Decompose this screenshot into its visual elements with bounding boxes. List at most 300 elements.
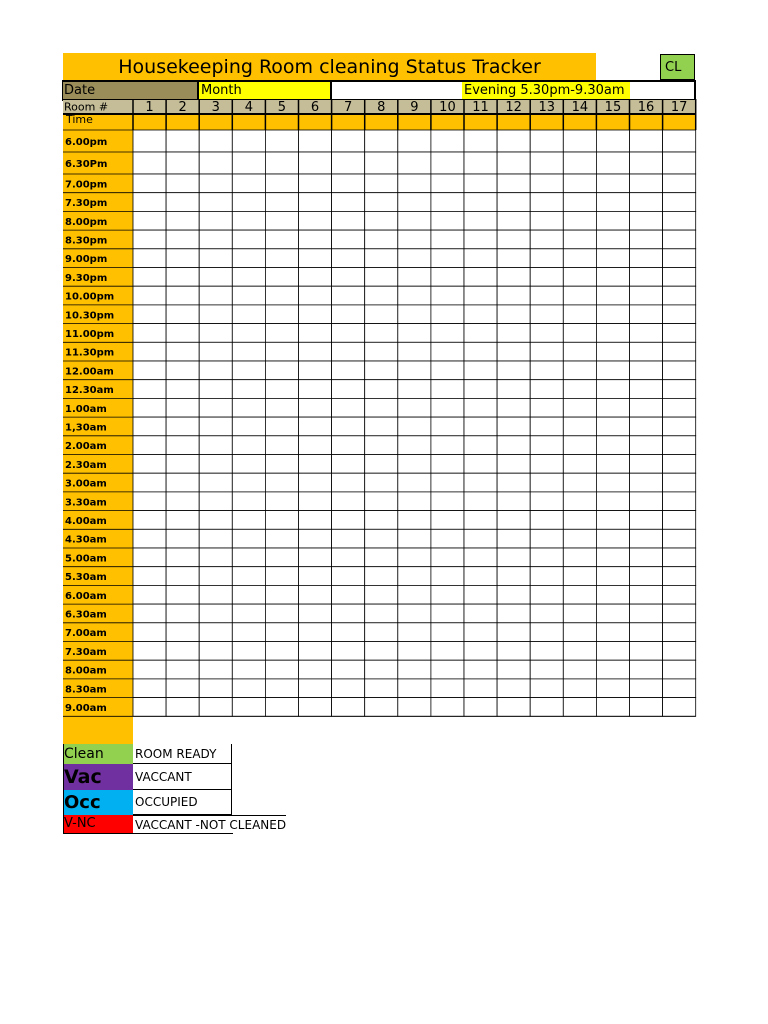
grid-cell[interactable] [133,511,166,530]
grid-cell[interactable] [332,548,365,567]
grid-cell[interactable] [232,660,265,679]
grid-cell[interactable] [166,286,199,305]
grid-cell[interactable] [563,529,596,548]
grid-cell[interactable] [332,130,365,152]
grid-cell[interactable] [265,436,298,455]
grid-cell[interactable] [166,193,199,212]
grid-cell[interactable] [630,398,663,417]
grid-cell[interactable] [265,529,298,548]
grid-cell[interactable] [530,548,563,567]
grid-cell[interactable] [431,660,464,679]
grid-cell[interactable] [133,642,166,661]
grid-cell[interactable] [299,380,332,399]
grid-cell[interactable] [232,679,265,698]
grid-cell[interactable] [332,660,365,679]
grid-cell[interactable] [663,211,696,230]
grid-cell[interactable] [199,361,232,380]
grid-cell[interactable] [663,698,696,717]
grid-cell[interactable] [199,268,232,287]
grid-cell[interactable] [398,604,431,623]
grid-cell[interactable] [265,455,298,474]
grid-cell[interactable] [199,193,232,212]
grid-cell[interactable] [530,174,563,193]
grid-cell[interactable] [663,249,696,268]
grid-cell[interactable] [365,455,398,474]
grid-cell[interactable] [199,567,232,586]
grid-cell[interactable] [431,230,464,249]
grid-cell[interactable] [630,305,663,324]
grid-cell[interactable] [398,174,431,193]
grid-cell[interactable] [464,268,497,287]
grid-cell[interactable] [530,660,563,679]
grid-cell[interactable] [166,623,199,642]
grid-cell[interactable] [563,211,596,230]
grid-cell[interactable] [663,286,696,305]
grid-cell[interactable] [365,660,398,679]
grid-cell[interactable] [398,152,431,174]
grid-cell[interactable] [398,211,431,230]
grid-cell[interactable] [166,492,199,511]
grid-cell[interactable] [265,511,298,530]
grid-cell[interactable] [133,417,166,436]
grid-cell[interactable] [497,585,530,604]
grid-cell[interactable] [133,492,166,511]
grid-cell[interactable] [133,174,166,193]
grid-cell[interactable] [332,604,365,623]
grid-cell[interactable] [398,567,431,586]
grid-cell[interactable] [332,305,365,324]
grid-cell[interactable] [365,585,398,604]
grid-cell[interactable] [398,230,431,249]
grid-cell[interactable] [431,567,464,586]
grid-cell[interactable] [332,268,365,287]
grid-cell[interactable] [332,398,365,417]
grid-cell[interactable] [596,193,629,212]
grid-cell[interactable] [332,679,365,698]
grid-cell[interactable] [663,492,696,511]
grid-cell[interactable] [232,417,265,436]
grid-cell[interactable] [299,660,332,679]
grid-cell[interactable] [398,342,431,361]
grid-cell[interactable] [464,286,497,305]
grid-cell[interactable] [563,492,596,511]
grid-cell[interactable] [365,268,398,287]
grid-cell[interactable] [630,642,663,661]
grid-cell[interactable] [663,324,696,343]
grid-cell[interactable] [199,511,232,530]
grid-cell[interactable] [299,548,332,567]
grid-cell[interactable] [663,511,696,530]
grid-cell[interactable] [630,567,663,586]
grid-cell[interactable] [497,567,530,586]
grid-cell[interactable] [530,152,563,174]
grid-cell[interactable] [398,398,431,417]
grid-cell[interactable] [365,642,398,661]
grid-cell[interactable] [398,529,431,548]
grid-cell[interactable] [398,679,431,698]
grid-cell[interactable] [299,642,332,661]
grid-cell[interactable] [530,342,563,361]
grid-cell[interactable] [596,342,629,361]
grid-cell[interactable] [232,548,265,567]
grid-cell[interactable] [563,473,596,492]
grid-cell[interactable] [232,473,265,492]
grid-cell[interactable] [133,473,166,492]
grid-cell[interactable] [265,604,298,623]
grid-cell[interactable] [663,342,696,361]
grid-cell[interactable] [630,473,663,492]
grid-cell[interactable] [166,417,199,436]
grid-cell[interactable] [166,268,199,287]
grid-cell[interactable] [596,548,629,567]
grid-cell[interactable] [431,152,464,174]
grid-cell[interactable] [332,324,365,343]
grid-cell[interactable] [232,436,265,455]
grid-cell[interactable] [232,324,265,343]
grid-cell[interactable] [630,492,663,511]
grid-cell[interactable] [663,455,696,474]
grid-cell[interactable] [166,529,199,548]
grid-cell[interactable] [464,305,497,324]
grid-cell[interactable] [530,492,563,511]
grid-cell[interactable] [133,548,166,567]
grid-cell[interactable] [299,417,332,436]
grid-cell[interactable] [199,642,232,661]
grid-cell[interactable] [133,660,166,679]
grid-cell[interactable] [265,417,298,436]
grid-cell[interactable] [563,642,596,661]
grid-cell[interactable] [199,211,232,230]
grid-cell[interactable] [299,623,332,642]
grid-cell[interactable] [497,361,530,380]
grid-cell[interactable] [232,286,265,305]
grid-cell[interactable] [265,380,298,399]
grid-cell[interactable] [563,604,596,623]
grid-cell[interactable] [663,679,696,698]
grid-cell[interactable] [265,268,298,287]
grid-cell[interactable] [530,417,563,436]
grid-cell[interactable] [398,623,431,642]
grid-cell[interactable] [299,679,332,698]
grid-cell[interactable] [431,417,464,436]
grid-cell[interactable] [133,230,166,249]
grid-cell[interactable] [133,193,166,212]
grid-cell[interactable] [464,698,497,717]
grid-cell[interactable] [133,455,166,474]
grid-cell[interactable] [464,567,497,586]
grid-cell[interactable] [464,398,497,417]
grid-cell[interactable] [332,361,365,380]
grid-cell[interactable] [199,152,232,174]
grid-cell[interactable] [299,305,332,324]
grid-cell[interactable] [464,417,497,436]
grid-cell[interactable] [596,380,629,399]
grid-cell[interactable] [166,398,199,417]
grid-cell[interactable] [663,152,696,174]
grid-cell[interactable] [630,230,663,249]
grid-cell[interactable] [232,380,265,399]
grid-cell[interactable] [299,455,332,474]
grid-cell[interactable] [563,455,596,474]
grid-cell[interactable] [166,211,199,230]
grid-cell[interactable] [365,230,398,249]
grid-cell[interactable] [199,324,232,343]
grid-cell[interactable] [497,193,530,212]
grid-cell[interactable] [431,642,464,661]
grid-cell[interactable] [133,604,166,623]
grid-cell[interactable] [464,211,497,230]
grid-cell[interactable] [431,174,464,193]
grid-cell[interactable] [398,642,431,661]
grid-cell[interactable] [497,342,530,361]
grid-cell[interactable] [299,174,332,193]
grid-cell[interactable] [431,511,464,530]
grid-cell[interactable] [332,698,365,717]
grid-cell[interactable] [199,548,232,567]
grid-cell[interactable] [596,585,629,604]
grid-cell[interactable] [265,152,298,174]
grid-cell[interactable] [530,361,563,380]
grid-cell[interactable] [299,585,332,604]
grid-cell[interactable] [663,567,696,586]
grid-cell[interactable] [365,211,398,230]
grid-cell[interactable] [265,660,298,679]
grid-cell[interactable] [299,342,332,361]
grid-cell[interactable] [464,642,497,661]
grid-cell[interactable] [596,230,629,249]
grid-cell[interactable] [530,211,563,230]
grid-cell[interactable] [530,698,563,717]
grid-cell[interactable] [431,286,464,305]
grid-cell[interactable] [166,604,199,623]
grid-cell[interactable] [365,417,398,436]
grid-cell[interactable] [166,152,199,174]
grid-cell[interactable] [464,455,497,474]
grid-cell[interactable] [365,529,398,548]
grid-cell[interactable] [332,249,365,268]
grid-cell[interactable] [530,193,563,212]
grid-cell[interactable] [563,305,596,324]
grid-cell[interactable] [497,623,530,642]
grid-cell[interactable] [563,679,596,698]
grid-cell[interactable] [398,473,431,492]
grid-cell[interactable] [563,417,596,436]
month-label[interactable]: Month [197,80,332,101]
grid-cell[interactable] [265,679,298,698]
grid-cell[interactable] [232,492,265,511]
grid-cell[interactable] [530,380,563,399]
grid-cell[interactable] [663,529,696,548]
grid-cell[interactable] [596,286,629,305]
grid-cell[interactable] [431,529,464,548]
grid-cell[interactable] [431,380,464,399]
grid-cell[interactable] [563,567,596,586]
grid-cell[interactable] [133,361,166,380]
grid-cell[interactable] [232,230,265,249]
grid-cell[interactable] [166,548,199,567]
grid-cell[interactable] [630,660,663,679]
grid-cell[interactable] [166,130,199,152]
grid-cell[interactable] [497,698,530,717]
grid-cell[interactable] [199,286,232,305]
grid-cell[interactable] [630,380,663,399]
grid-cell[interactable] [265,230,298,249]
grid-cell[interactable] [563,511,596,530]
grid-cell[interactable] [199,174,232,193]
grid-cell[interactable] [365,305,398,324]
grid-cell[interactable] [563,548,596,567]
grid-cell[interactable] [265,286,298,305]
grid-cell[interactable] [299,511,332,530]
grid-cell[interactable] [630,211,663,230]
grid-cell[interactable] [497,417,530,436]
grid-cell[interactable] [596,268,629,287]
grid-cell[interactable] [497,548,530,567]
grid-cell[interactable] [663,660,696,679]
grid-cell[interactable] [332,417,365,436]
grid-cell[interactable] [232,361,265,380]
grid-cell[interactable] [398,380,431,399]
grid-cell[interactable] [630,436,663,455]
grid-cell[interactable] [530,305,563,324]
grid-cell[interactable] [630,249,663,268]
grid-cell[interactable] [398,268,431,287]
grid-cell[interactable] [133,211,166,230]
grid-cell[interactable] [166,361,199,380]
grid-cell[interactable] [365,361,398,380]
grid-cell[interactable] [265,361,298,380]
grid-cell[interactable] [431,268,464,287]
grid-cell[interactable] [630,548,663,567]
grid-cell[interactable] [563,324,596,343]
grid-cell[interactable] [630,174,663,193]
grid-cell[interactable] [299,230,332,249]
grid-cell[interactable] [497,642,530,661]
grid-cell[interactable] [299,567,332,586]
grid-cell[interactable] [596,455,629,474]
grid-cell[interactable] [630,623,663,642]
grid-cell[interactable] [133,623,166,642]
grid-cell[interactable] [299,130,332,152]
grid-cell[interactable] [133,585,166,604]
grid-cell[interactable] [265,174,298,193]
grid-cell[interactable] [232,604,265,623]
grid-cell[interactable] [596,152,629,174]
grid-cell[interactable] [133,249,166,268]
grid-cell[interactable] [265,130,298,152]
grid-cell[interactable] [199,698,232,717]
grid-cell[interactable] [630,585,663,604]
grid-cell[interactable] [232,130,265,152]
grid-cell[interactable] [232,342,265,361]
grid-cell[interactable] [365,398,398,417]
grid-cell[interactable] [464,529,497,548]
grid-cell[interactable] [464,230,497,249]
grid-cell[interactable] [464,436,497,455]
grid-cell[interactable] [464,342,497,361]
grid-cell[interactable] [265,342,298,361]
grid-cell[interactable] [265,398,298,417]
grid-cell[interactable] [332,380,365,399]
grid-cell[interactable] [365,342,398,361]
grid-cell[interactable] [365,623,398,642]
grid-cell[interactable] [232,511,265,530]
grid-cell[interactable] [232,455,265,474]
grid-cell[interactable] [365,567,398,586]
grid-cell[interactable] [332,529,365,548]
grid-cell[interactable] [365,130,398,152]
grid-cell[interactable] [133,529,166,548]
grid-cell[interactable] [530,585,563,604]
grid-cell[interactable] [199,455,232,474]
grid-cell[interactable] [299,436,332,455]
grid-cell[interactable] [563,380,596,399]
grid-cell[interactable] [299,286,332,305]
grid-cell[interactable] [630,698,663,717]
grid-cell[interactable] [398,130,431,152]
grid-cell[interactable] [464,152,497,174]
grid-cell[interactable] [497,268,530,287]
grid-cell[interactable] [299,211,332,230]
grid-cell[interactable] [596,211,629,230]
grid-cell[interactable] [133,152,166,174]
grid-cell[interactable] [530,130,563,152]
grid-cell[interactable] [431,249,464,268]
grid-cell[interactable] [166,436,199,455]
grid-cell[interactable] [332,623,365,642]
grid-cell[interactable] [530,642,563,661]
grid-cell[interactable] [596,604,629,623]
grid-cell[interactable] [166,698,199,717]
grid-cell[interactable] [199,130,232,152]
grid-cell[interactable] [265,492,298,511]
grid-cell[interactable] [166,380,199,399]
grid-cell[interactable] [232,698,265,717]
grid-cell[interactable] [299,361,332,380]
grid-cell[interactable] [431,398,464,417]
grid-cell[interactable] [199,417,232,436]
grid-cell[interactable] [398,324,431,343]
grid-cell[interactable] [497,305,530,324]
grid-cell[interactable] [199,342,232,361]
grid-cell[interactable] [232,174,265,193]
grid-cell[interactable] [530,455,563,474]
grid-cell[interactable] [497,286,530,305]
grid-cell[interactable] [365,380,398,399]
grid-cell[interactable] [265,193,298,212]
grid-cell[interactable] [365,152,398,174]
grid-cell[interactable] [398,286,431,305]
grid-cell[interactable] [299,398,332,417]
grid-cell[interactable] [133,324,166,343]
grid-cell[interactable] [563,361,596,380]
grid-cell[interactable] [530,398,563,417]
grid-cell[interactable] [630,152,663,174]
grid-cell[interactable] [365,473,398,492]
grid-cell[interactable] [332,342,365,361]
grid-cell[interactable] [464,249,497,268]
grid-cell[interactable] [166,473,199,492]
grid-cell[interactable] [464,174,497,193]
grid-cell[interactable] [497,174,530,193]
grid-cell[interactable] [431,305,464,324]
grid-cell[interactable] [630,268,663,287]
grid-cell[interactable] [133,286,166,305]
grid-cell[interactable] [299,249,332,268]
grid-cell[interactable] [166,567,199,586]
grid-cell[interactable] [199,660,232,679]
grid-cell[interactable] [431,585,464,604]
